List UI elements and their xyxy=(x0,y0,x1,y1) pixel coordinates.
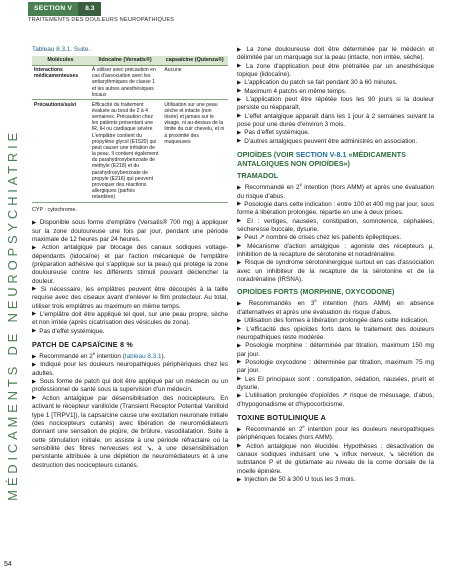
section-bar xyxy=(28,2,101,16)
page-number: 54 xyxy=(4,561,12,568)
section-label: SECTION V xyxy=(28,2,78,16)
paragraph xyxy=(32,350,228,361)
paragraph: ▶ La zone douloureuse doit être déterminée par le médecin et délimitée par un marquage sur la peau (intacte, non irritée, sèche). xyxy=(237,46,434,63)
superscript: e xyxy=(314,298,317,304)
table-row-label: Interactions médicamenteuses xyxy=(32,65,89,100)
paragraph: ▶ Pas d'effet systémique. xyxy=(32,328,228,336)
table-header-cell: lidocaïne (Versatis®) xyxy=(89,56,162,65)
paragraph xyxy=(237,297,434,317)
paragraph: ▶ D'autres antalgiques peuvent être administrés en association. xyxy=(237,138,434,146)
paragraph: ▶ Indiqué pour les douleurs neuropathiques périphériques chez les adultes. xyxy=(32,361,228,378)
heading-tramadol: TRAMADOL xyxy=(237,171,279,181)
side-title xyxy=(2,55,22,575)
paragraph: ▶ Risque de syndrome sérotoninergique surtout en cas d'association avec un inhibiteur de la recapture de la sérotonine et de la noradrénaline (IRSNA). xyxy=(237,259,434,284)
paragraph: ▶ L'effet antalgique apparaît dans les 1 jour à 2 semaines suivant la pose pour une durée d'environ 3 mois. xyxy=(237,113,434,130)
paragraph: ▶ Mécanisme d'action antalgique : agoniste des récepteurs μ, inhibition de la recapture de sérotonine et noradrénaline. xyxy=(237,243,434,260)
heading-opioides xyxy=(237,150,434,168)
paragraph xyxy=(237,181,434,201)
table-header-cell: Molécules xyxy=(32,56,89,65)
table-header-cell: capsaïcine (Qutenza®) xyxy=(161,56,228,65)
paragraph xyxy=(237,423,434,443)
paragraph: ▶ Posologie morphine : déterminée par titration, maximum 150 mg par jour. xyxy=(237,342,434,359)
paragraph: ▶ Action antalgique par désensibilisation des nocicepteurs. En activant le récepteur vanilloïde (Transient Receptor Potential Vanilloid type 1 [TRPV1]), la capsaïcine cause une excitation neuronale initiale (des nocicepteurs cutanés) avec libération de neuromédiateurs donnant une sensation de piqûre, de brûlure, vasodilatation. Suite à cette stimulation initiale, on assiste à une période réfractaire où la sensibilité des fibres nerveuses est ↘, à une désensibilisation persistante attribuée à une déplétion de neuromédiateurs et à une destruction des nocicepteurs cutanés. xyxy=(32,395,228,470)
table-cell-lidocaine: À utiliser avec précaution en cas d'association avec les antiarythmiques de classe 1 et les autres anesthésiques locaux xyxy=(89,65,162,100)
table-cell-capsaicine: Utilisation sur une peau sèche et intacte (non lésée) et jamais sur le visage, ni au-dessus de la limite du cuir chevelu, et ni à proximité des muqueuses xyxy=(161,100,228,203)
text: Recommandé en 2 xyxy=(244,184,300,192)
table-row xyxy=(32,100,228,203)
heading-toxine-botulinique: TOXINE BOTULINIQUE A xyxy=(237,412,327,422)
superscript: e xyxy=(299,182,302,188)
section-reference-link[interactable]: SECTION V-8.1 xyxy=(295,150,347,160)
left-column xyxy=(32,46,228,470)
superscript: e xyxy=(302,423,305,429)
table-note: CYP : cytochrome. xyxy=(32,206,77,213)
table-row xyxy=(32,65,228,100)
paragraph: ▶ Action antalgique par blocage des canaux sodiques voltage-dépendants (lidocaïne) et par l'action mécanique de l'emplâtre (préparation adhésive qui s'applique sur la peau) qui protège la zone douloureuse contre les différents stimuli pouvant déclencher la douleur. xyxy=(32,244,228,286)
text: intention pour les douleurs neuropathiques périphériques focales (hors AMM). xyxy=(237,426,434,442)
paragraph: ▶ L'efficacité des opioïdes forts dans le traitement des douleurs neuropathiques reste modérée. xyxy=(237,326,434,343)
paragraph: ▶ EI : vertiges, nausées, constipation, somnolence, céphalées, sécheresse buccale, dysurie. xyxy=(237,218,434,235)
text: Recommandés en 3 xyxy=(248,300,315,308)
heading-capsaicine: PATCH DE CAPSAÏCINE 8 % xyxy=(32,339,133,349)
paragraph: ▶ Pas d'effet systémique. xyxy=(237,129,434,137)
text: ). xyxy=(161,353,166,361)
section-number: 8.3 xyxy=(78,2,101,16)
paragraph: ▶ Utilisation des formes à libération prolongée dans cette indication. xyxy=(237,317,434,325)
paragraph: ▶ L'emplâtre doit être appliqué tel quel, sur une peau propre, sèche et non irritée (après cicatrisation des vésicules de zona). xyxy=(32,311,228,328)
drug-table xyxy=(32,56,228,202)
paragraph: ▶ Disponible sous forme d'emplâtre (Versatis® 700 mg) à appliquer sur la zone douloureuse une fois par jour, pendant une période maximale de 12 heures par 24 heures. xyxy=(32,219,228,244)
text: intention (hors AMM) en absence d'alternatives et après une évaluation du risque d'abus. xyxy=(237,300,434,316)
text: intention ( xyxy=(95,353,125,361)
text: intention (hors AMM) et après une évaluation du risque d'abus. xyxy=(237,184,434,200)
paragraph: ▶ Maximum 4 patchs en même temps. xyxy=(237,88,434,96)
table-cell-capsaicine: Aucune xyxy=(161,65,228,100)
table-row-label: Précautions/suivi xyxy=(32,100,89,203)
paragraph: ▶ Les EI principaux sont : constipation, sédation, nausées, prurit et dysurie. xyxy=(237,376,434,393)
paragraph: ▶ Sous forme de patch qui doit être appliqué par un médecin ou un professionnel de santé sous la supervision d'un médecin. xyxy=(32,378,228,395)
paragraph: ▶ L'utilisation prolongée d'opioïdes ↗ risque de mésusage, d'abus, d'hypogonadisme et d'hypocorticisme. xyxy=(237,392,434,409)
table-caption: Tableau 8.3.1. Suite. xyxy=(32,46,91,53)
paragraph: ▶ L'application du patch se fait pendant 30 à 60 minutes. xyxy=(237,79,434,87)
paragraph: ▶ Action antalgique non élucidée. Hypothèses : désactivation de canaux sodiques induisant une ↘ influx nerveux, ↘ sécrétion de substance P et de glutamate au niveau de la corne dorsale de la moelle épinière. xyxy=(237,443,434,476)
paragraph: ▶ Posologie dans cette indication : entre 100 et 400 mg par jour, sous forme à libération prolongée, répartie en une à deux prises. xyxy=(237,201,434,218)
table-reference-link[interactable]: tableau 8.3.1 xyxy=(124,353,162,361)
right-column xyxy=(237,46,434,484)
running-title: TRAITEMENTS DES DOULEURS NEUROPATHIQUES xyxy=(28,17,175,23)
paragraph: ▶ Injection de 50 à 300 U tous les 3 mois. xyxy=(237,476,434,484)
text: OPIOÏDES (VOIR xyxy=(237,150,296,160)
table-cell-lidocaine: Efficacité du traitement évaluée au bout de 2 à 4 semaines. Précaution chez les patients présentant une IR, IH ou cardiaque sévère L'emplâtre contient du propylène glycol (E1520) qui peut causer une irritation de la peau. Il contient également du parahydroxybenzoate de méthyle (E218) et du parahydroxybenzoate de propyle (E216) qui peuvent provoquer des réactions allergiques (parfois retardées) xyxy=(89,100,162,203)
text: «MÉDICAMENTS ANTALGIQUES NON OPIOÏDES») xyxy=(237,150,406,169)
paragraph: ▶ Posologie oxycodone : déterminée par titration, maximum 75 mg par jour. xyxy=(237,359,434,376)
paragraph: ▶ Peut ↗ nombre de crises chez les patients épileptiques. xyxy=(237,234,434,242)
side-title-text: MÉDICAMENTS DE NEUROPSYCHIATRIE xyxy=(4,129,20,501)
paragraph: ▶ La zone d'application peut être prétraitée par un anesthésique topique (lidocaïne). xyxy=(237,63,434,80)
superscript: e xyxy=(92,350,96,356)
text: Recommandé en 2 xyxy=(39,353,93,361)
table-header-row xyxy=(32,56,228,65)
paragraph: ▶ L'application peut être répétée tous les 90 jours si la douleur persiste ou réapparaît. xyxy=(237,96,434,113)
text: Recommandé en 2 xyxy=(245,426,303,434)
paragraph: ▶ Si nécessaire, les emplâtres peuvent être découpés à la taille requise avec des ciseaux avant d'enlever le film protecteur. Au total, utiliser trois emplâtres au maximum en même temps. xyxy=(32,286,228,311)
heading-opioides-forts: OPIOÏDES FORTS (MORPHINE, OXYCODONE) xyxy=(237,287,395,297)
